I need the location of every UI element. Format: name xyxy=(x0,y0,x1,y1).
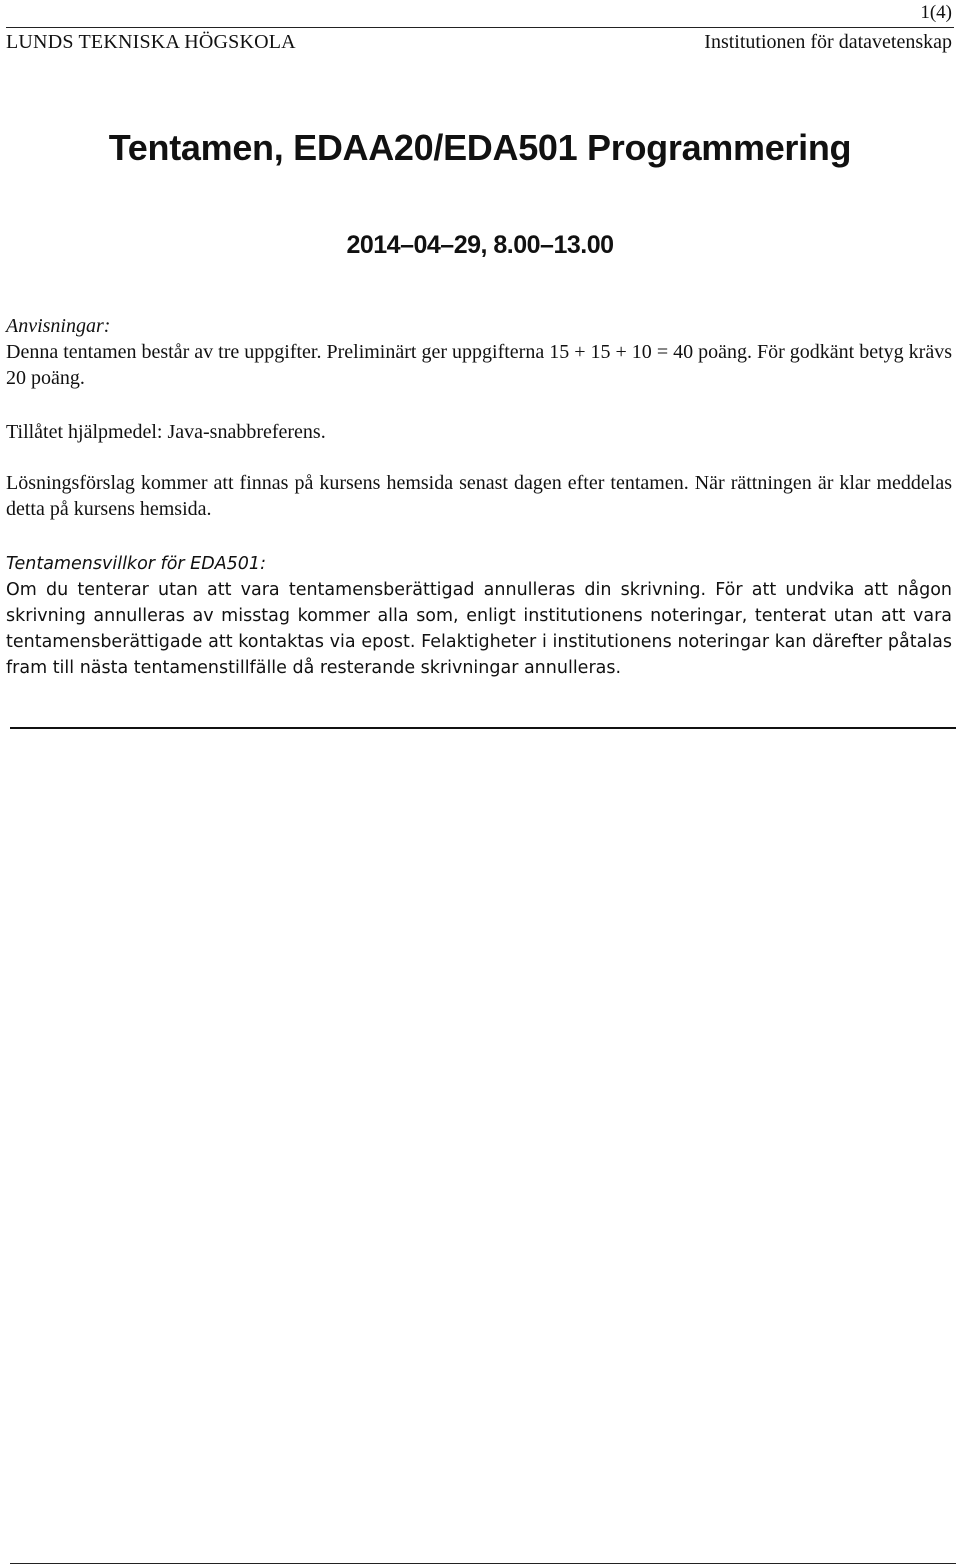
department-name: Institutionen för datavetenskap xyxy=(704,31,952,53)
section-divider xyxy=(10,727,956,729)
exam-title: Tentamen, EDAA20/EDA501 Programmering xyxy=(108,127,852,168)
exam-date: 2014–04–29, 8.00–13.00 xyxy=(346,231,614,259)
instructions-section xyxy=(6,313,952,391)
conditions-heading: Tentamensvillkor för EDA501: xyxy=(6,554,266,574)
conditions-section xyxy=(6,551,952,681)
instructions-heading: Anvisningar: xyxy=(6,315,111,337)
instructions-points: Denna tentamen består av tre uppgifter. Preliminärt ger uppgifterna 15 + 15 + 10 = 40 poäng. För godkänt betyg krävs 20 poäng. xyxy=(6,341,952,389)
allowed-aids: Tillåtet hjälpmedel: Java-snabbreferens. xyxy=(6,421,326,443)
header-rule xyxy=(6,27,954,28)
conditions-text: Om du tenterar utan att vara tentamensberättigad annulleras din skrivning. För att undvika att någon skrivning annulleras av misstag kommer alla som, enligt institutionens noteringar, tenterat utan att vara tentamensberättigade att kontaktas via epost. Felaktigheter i institutionens noteringar kan därefter påtalas fram till nästa tentamenstillfälle då resterande skrivningar annulleras. xyxy=(6,580,952,678)
page-number: 1(4) xyxy=(920,2,952,23)
footer-rule xyxy=(10,1563,956,1564)
university-name: LUNDS TEKNISKA HÖGSKOLA xyxy=(6,31,296,53)
solutions-info: Lösningsförslag kommer att finnas på kursens hemsida senast dagen efter tentamen. När rättningen är klar meddelas detta på kursens hemsida. xyxy=(6,472,952,520)
